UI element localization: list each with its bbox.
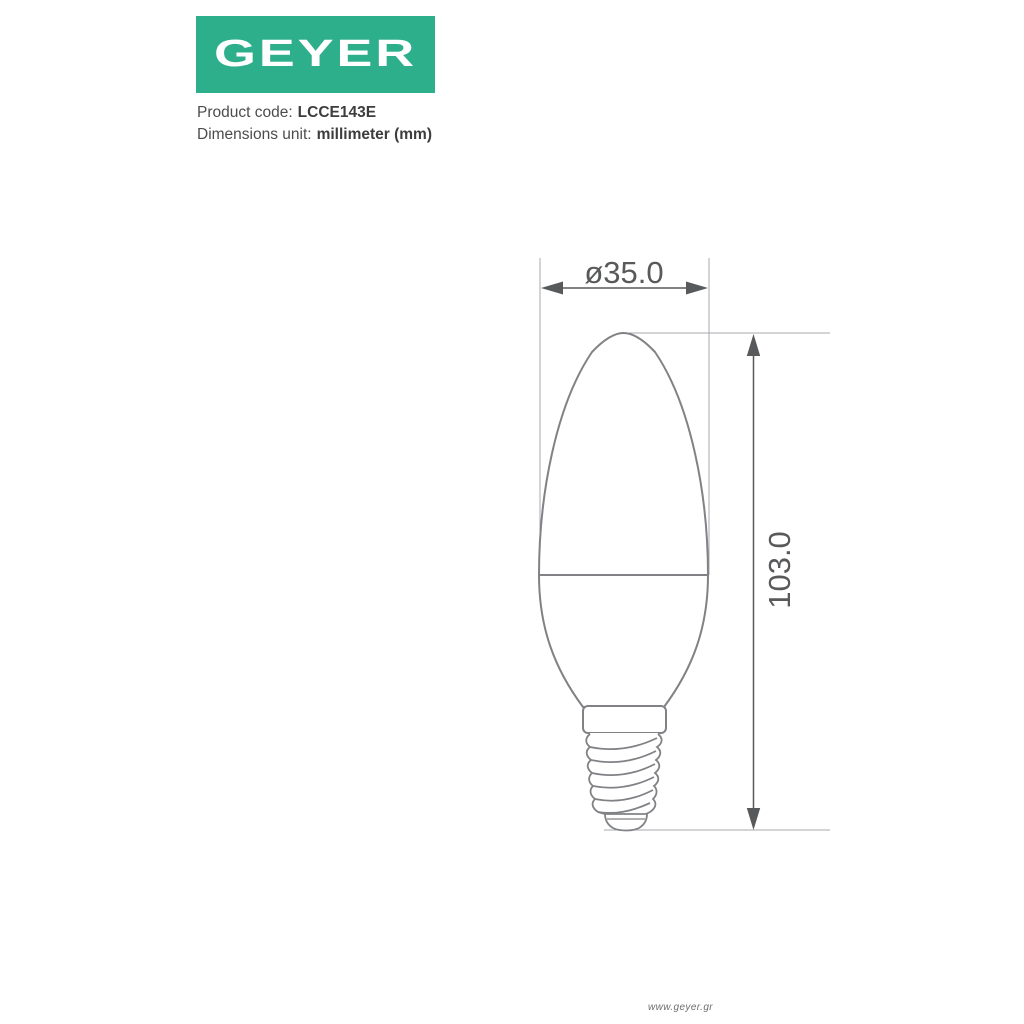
product-code-value: LCCE143E xyxy=(297,104,377,121)
dimensions-unit-value: millimeter (mm) xyxy=(316,126,432,143)
screw-body-fill xyxy=(590,733,658,813)
contact-tip xyxy=(605,814,647,831)
height-label: 103.0 xyxy=(762,531,797,609)
dimensions-unit-label: Dimensions unit: xyxy=(197,126,312,143)
height-dimension xyxy=(747,334,797,830)
arrow-right-icon xyxy=(686,282,708,295)
website-url: www.geyer.gr xyxy=(648,1002,714,1013)
bulb-glass-envelope xyxy=(539,333,708,707)
geyer-logo-text: GEYER xyxy=(213,33,418,75)
arrow-left-icon xyxy=(541,282,563,295)
bulb-outline xyxy=(539,333,708,831)
diameter-label: ø35.0 xyxy=(584,255,664,290)
arrow-down-icon xyxy=(747,808,760,830)
base-collar xyxy=(583,706,666,733)
product-code-label: Product code: xyxy=(197,104,293,121)
arrow-up-icon xyxy=(747,334,760,356)
diameter-dimension xyxy=(541,255,708,295)
